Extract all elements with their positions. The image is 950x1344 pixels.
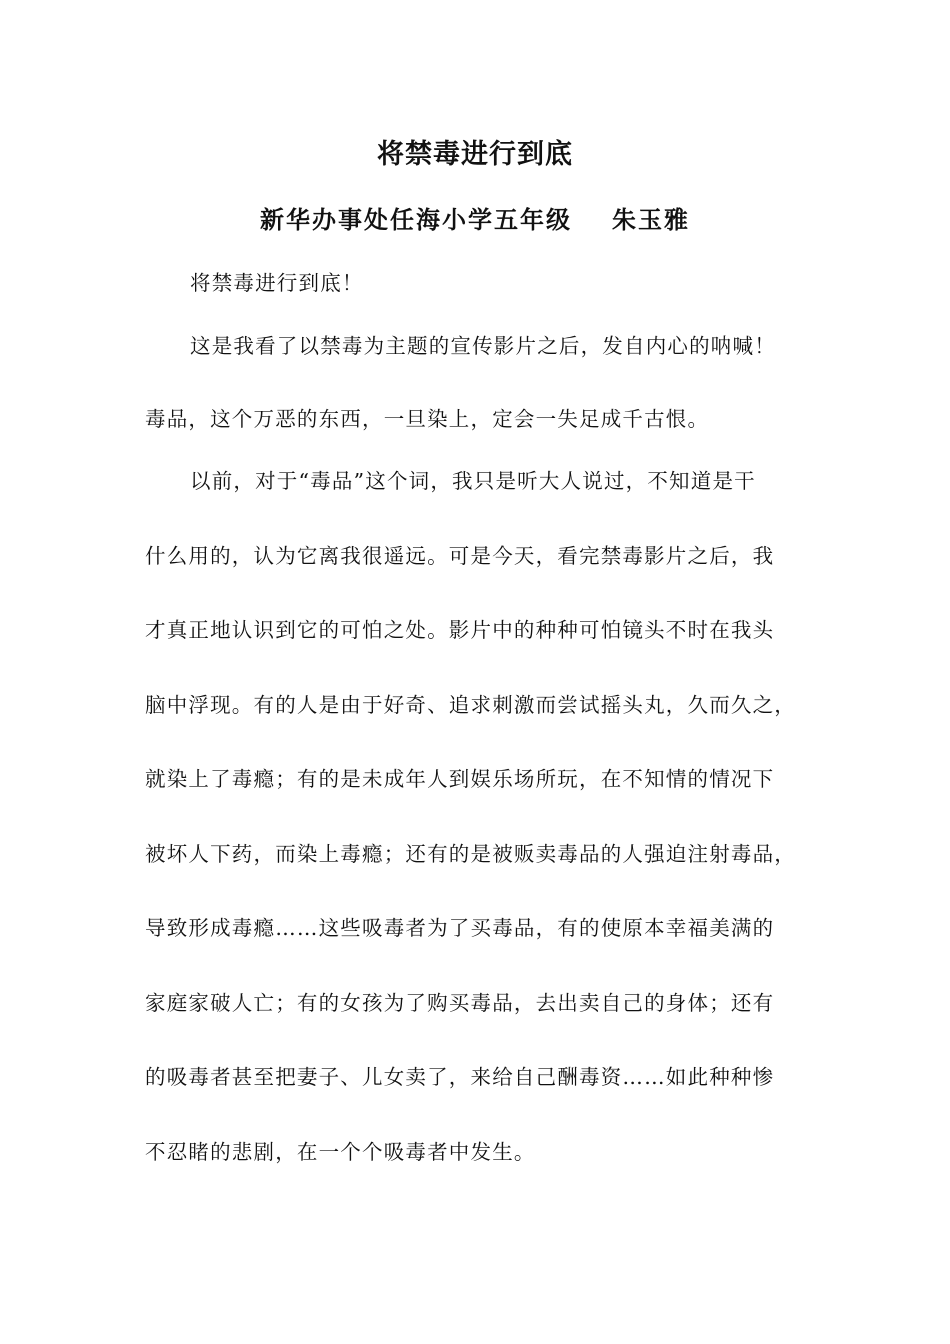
paragraph-line: 家庭家破人亡；有的女孩为了购买毒品，去出卖自己的身体；还有	[145, 991, 775, 1015]
paragraph-line: 才真正地认识到它的可怕之处。影片中的种种可怕镜头不时在我头	[145, 618, 775, 642]
paragraph-line: 以前，对于“毒品”这个词，我只是听大人说过，不知道是干	[190, 469, 756, 493]
byline	[0, 200, 950, 235]
paragraph-line: 这是我看了以禁毒为主题的宣传影片之后，发自内心的呐喊！	[190, 334, 776, 358]
paragraph-line: 将禁毒进行到底！	[190, 271, 364, 295]
paragraph-line: 的吸毒者甚至把妻子、儿女卖了，来给自己酬毒资……如此种种惨	[145, 1065, 775, 1089]
paragraph-line: 导致形成毒瘾……这些吸毒者为了买毒品，有的使原本幸福美满的	[145, 916, 775, 940]
byline-school: 新华办事处任海小学五年级	[260, 205, 572, 234]
paragraph-line: 就染上了毒瘾；有的是未成年人到娱乐场所玩，在不知情的情况下	[145, 767, 775, 791]
paragraph-line: 脑中浮现。有的人是由于好奇、追求刺激而尝试摇头丸，久而久之，	[145, 693, 796, 717]
paragraph-line: 被坏人下药，而染上毒瘾；还有的是被贩卖毒品的人强迫注射毒品，	[145, 842, 796, 866]
byline-author: 朱玉雅	[612, 205, 690, 234]
paragraph-line: 不忍睹的悲剧，在一个个吸毒者中发生。	[145, 1140, 536, 1164]
paragraph-line: 毒品，这个万恶的东西，一旦染上，定会一失足成千古恨。	[145, 407, 710, 431]
document-title: 将禁毒进行到底	[377, 139, 573, 170]
paragraph-line: 什么用的，认为它离我很遥远。可是今天，看完禁毒影片之后，我	[145, 544, 775, 568]
